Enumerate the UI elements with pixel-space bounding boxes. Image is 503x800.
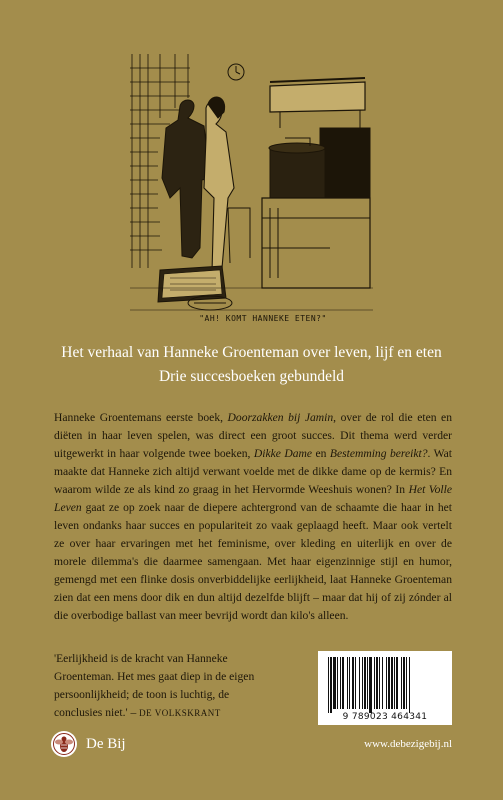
barcode-bar	[359, 657, 360, 709]
barcode-bar	[394, 657, 395, 709]
blurb-text-1: Hanneke Groentemans eerste boek,	[54, 411, 228, 424]
barcode-bar	[376, 657, 378, 709]
barcode-bar	[349, 657, 350, 709]
publisher-mark	[50, 729, 126, 759]
barcode-bar	[374, 657, 375, 709]
quote-source: DE VOLKSKRANT	[139, 708, 221, 718]
barcode-bar	[352, 657, 354, 709]
barcode-bar	[379, 657, 380, 709]
barcode-bar	[386, 657, 387, 709]
illustration	[130, 48, 373, 338]
book-title-3: Bestemming bereikt?	[329, 447, 428, 460]
book-title-4: Het Volle Leven	[54, 483, 452, 514]
barcode-bar	[347, 657, 348, 709]
barcode-bar	[409, 657, 410, 713]
barcode-bar	[337, 657, 338, 709]
book-title-2: Dikke Dame	[253, 447, 313, 460]
blurb-text-4: . Wat maakte dat Hanneke zich altijd verwant voelde met de dikke dame op de kermis? En waarom wilde ze als kind zo graag in het Hervormde Weeshuis wonen? In	[54, 447, 453, 496]
isbn-number: 9 789023 464341	[342, 712, 428, 722]
headline-line-1: Het verhaal van Hanneke Groenteman over leven, lijf en eten	[61, 344, 442, 361]
illustration-caption: "AH! KOMT HANNEKE ETEN?"	[199, 314, 327, 323]
barcode-bar	[330, 657, 332, 713]
publisher-url: www.debezigebij.nl	[364, 738, 452, 750]
blurb-paragraph	[54, 409, 452, 625]
barcode-bar	[355, 657, 356, 709]
barcode-bar	[382, 657, 383, 709]
barcode-bar	[396, 657, 398, 709]
barcode-bar	[391, 657, 393, 709]
quote-text: 'Eerlijkheid is de kracht van Hanneke Groenteman. Het mes gaat diep in de eigen persoonlijkheid; de toon is luchtig, de conclusies niet.' –	[54, 652, 255, 719]
barcode-bar	[406, 657, 407, 709]
publisher-name: De Bij	[86, 735, 126, 752]
barcode-bar	[364, 657, 366, 709]
kitchen-sketch-illustration	[130, 48, 373, 338]
review-quote	[54, 650, 269, 722]
blurb-text-3: en	[312, 447, 330, 460]
barcode-bar	[362, 657, 363, 709]
blurb-text-5: gaat ze op zoek naar de diepere achtergrond van de schaamte die haar in het leven ondanks haar succes en populariteit zo vaak geplaagd heeft. Maar ook vertelt ze over haar ervaringen met het feminisme, over kleding en uiterlijk en over de morele dilemma's die daarmee samengaan. Met haar eigenzinnige stijl en humor, gemengd met een flinke dosis onverbiddelijke eerlijkheid, laat Hanneke Groenteman zien dat een mens door dik en dun altijd dezelfde blijft – maar dat hij of zij zónder al die overbodige ballast van meer bevrijd wordt dan kilo's alleen.	[54, 501, 452, 622]
barcode-bar	[342, 657, 344, 709]
headline-line-2: Drie succesboeken gebundeld	[158, 368, 345, 385]
bee-logo-icon	[50, 730, 78, 758]
cooking-pot	[270, 148, 325, 198]
isbn-barcode	[318, 651, 452, 725]
blurb-text-2: , over de rol die eten en diëten in haar leven spelen, was direct een groot succes. Dit thema werd verder uitgewerkt in haar volgende twee boeken,	[54, 411, 452, 460]
barcode-bar	[403, 657, 405, 709]
barcode-bar	[367, 657, 368, 709]
barcode-bar	[333, 657, 336, 709]
barcode-bar	[401, 657, 402, 709]
barcode-bar	[369, 657, 372, 713]
barcode-bar	[388, 657, 390, 709]
barcode-bar	[340, 657, 341, 709]
barcode-bar	[328, 657, 329, 713]
book-title-1: Doorzakken bij Jamin	[227, 411, 334, 424]
